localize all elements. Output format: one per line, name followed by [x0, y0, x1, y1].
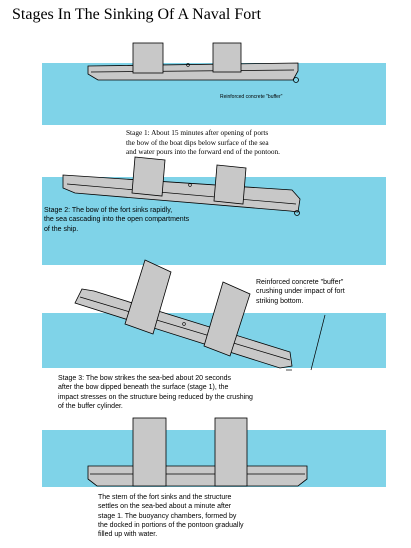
stage-2-front-tower: [132, 157, 165, 196]
stage-3-scene: [42, 260, 386, 370]
stage-4-pontoon: [88, 466, 307, 486]
stage-4-front-tower: [133, 418, 166, 486]
stage-1-front-tower: [133, 43, 163, 73]
stage-4-rear-tower: [215, 418, 247, 486]
stage-2-rear-tower: [214, 165, 246, 204]
stage-4-scene: [42, 418, 386, 487]
stage-3-buffer-label: Reinforced concrete "buffer" crushing under impact of fort striking bottom.: [256, 279, 345, 305]
diagram-title: Stages In The Sinking Of A Naval Fort: [12, 6, 262, 23]
stage-1-rear-tower: [213, 43, 241, 72]
stage-4-caption: The stern of the fort sinks and the structure settles on the sea-bed about a minute after stage 1. The buoyancy chambers, formed by the docked in portions of the pontoon gradually filled up with water.: [98, 494, 244, 539]
stage-2-caption: Stage 2: The bow of the fort sinks rapidly, the sea cascading into the open compartments of the ship.: [44, 207, 190, 233]
stage-1-caption: Stage 1: About 15 minutes after opening of ports the bow of the boat dips below surface of the sea and water pours into the forward end of the pontoon.: [126, 128, 281, 157]
stage-3-caption: Stage 3: The bow strikes the sea-bed about 20 seconds after the bow dipped beneath the surface (stage 1), the impact stresses on the structure being reduced by the crushing of the buffer cylinder.: [58, 375, 253, 410]
stage-1-buffer-label: Reinforced concrete "buffer": [220, 94, 283, 100]
stage-1-scene: [42, 43, 386, 125]
